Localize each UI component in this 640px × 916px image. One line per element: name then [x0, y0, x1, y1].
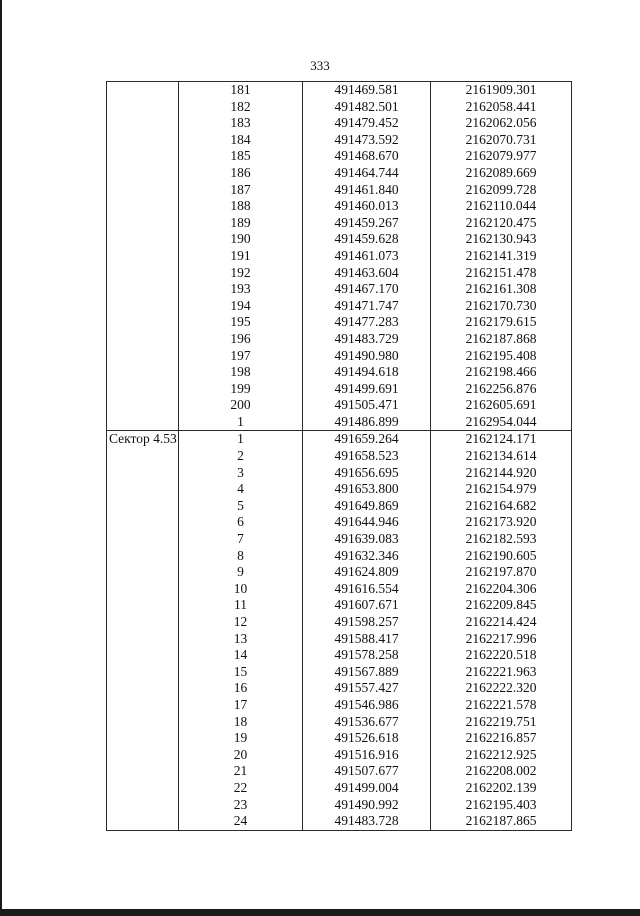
- point-number-cell: 195: [179, 314, 303, 331]
- x-coordinate-cell: 491653.800: [303, 481, 431, 498]
- x-coordinate-cell: 491499.691: [303, 381, 431, 398]
- x-coordinate-cell: 491588.417: [303, 631, 431, 648]
- y-coordinate-cell: 2162079.977: [431, 148, 572, 165]
- y-coordinate-cell: 2162187.868: [431, 331, 572, 348]
- y-coordinate-cell: 2162151.478: [431, 265, 572, 282]
- point-number-cell: 9: [179, 564, 303, 581]
- x-coordinate-cell: 491477.283: [303, 314, 431, 331]
- point-number-cell: 182: [179, 99, 303, 116]
- point-number-cell: 5: [179, 498, 303, 515]
- x-coordinate-cell: 491494.618: [303, 364, 431, 381]
- x-coordinate-cell: 491607.671: [303, 597, 431, 614]
- x-coordinate-cell: 491536.677: [303, 714, 431, 731]
- x-coordinate-cell: 491567.889: [303, 664, 431, 681]
- point-number-cell: 24: [179, 813, 303, 830]
- y-coordinate-cell: 2162217.996: [431, 631, 572, 648]
- point-number-cell: 13: [179, 631, 303, 648]
- y-coordinate-cell: 2162219.751: [431, 714, 572, 731]
- y-coordinate-cell: 2162182.593: [431, 531, 572, 548]
- y-coordinate-cell: 2162110.044: [431, 198, 572, 215]
- y-coordinate-cell: 2162202.139: [431, 780, 572, 797]
- point-number-cell: 184: [179, 132, 303, 149]
- x-coordinate-cell: 491461.840: [303, 182, 431, 199]
- point-number-cell: 193: [179, 281, 303, 298]
- x-coordinate-cell: 491469.581: [303, 82, 431, 99]
- x-coordinate-cell: 491467.170: [303, 281, 431, 298]
- coordinates-table-body: [107, 82, 572, 831]
- y-coordinate-cell: 2162198.466: [431, 364, 572, 381]
- point-number-cell: 187: [179, 182, 303, 199]
- point-number-cell: 199: [179, 381, 303, 398]
- point-number-cell: 188: [179, 198, 303, 215]
- scan-edge-left: [0, 0, 2, 916]
- point-number-cell: 194: [179, 298, 303, 315]
- point-number-cell: 181: [179, 82, 303, 99]
- y-coordinate-cell: 2162190.605: [431, 548, 572, 565]
- x-coordinate-cell: 491656.695: [303, 465, 431, 482]
- point-number-cell: 14: [179, 647, 303, 664]
- y-coordinate-cell: 2162154.979: [431, 481, 572, 498]
- point-number-cell: 190: [179, 231, 303, 248]
- point-number-cell: 189: [179, 215, 303, 232]
- x-coordinate-cell: 491578.258: [303, 647, 431, 664]
- point-number-cell: 1: [179, 414, 303, 431]
- x-coordinate-cell: 491483.729: [303, 331, 431, 348]
- x-coordinate-cell: 491598.257: [303, 614, 431, 631]
- point-number-cell: 17: [179, 697, 303, 714]
- point-number-cell: 196: [179, 331, 303, 348]
- x-coordinate-cell: 491468.670: [303, 148, 431, 165]
- page-number: 333: [310, 58, 330, 73]
- y-coordinate-cell: 2162120.475: [431, 215, 572, 232]
- y-coordinate-cell: 2162173.920: [431, 514, 572, 531]
- x-coordinate-cell: 491557.427: [303, 680, 431, 697]
- point-number-cell: 22: [179, 780, 303, 797]
- y-coordinate-cell: 2162195.403: [431, 797, 572, 814]
- point-number-cell: 12: [179, 614, 303, 631]
- x-coordinate-cell: 491649.869: [303, 498, 431, 515]
- x-coordinate-cell: 491471.747: [303, 298, 431, 315]
- point-number-cell: 7: [179, 531, 303, 548]
- sector-cell: Сектор 4.53: [107, 431, 179, 830]
- scan-edge-bottom: [0, 909, 640, 916]
- x-coordinate-cell: 491473.592: [303, 132, 431, 149]
- y-coordinate-cell: 2162164.682: [431, 498, 572, 515]
- point-number-cell: 6: [179, 514, 303, 531]
- y-coordinate-cell: 2161909.301: [431, 82, 572, 99]
- y-coordinate-cell: 2162204.306: [431, 581, 572, 598]
- y-coordinate-cell: 2162220.518: [431, 647, 572, 664]
- x-coordinate-cell: 491639.083: [303, 531, 431, 548]
- x-coordinate-cell: 491482.501: [303, 99, 431, 116]
- point-number-cell: 18: [179, 714, 303, 731]
- y-coordinate-cell: 2162214.424: [431, 614, 572, 631]
- x-coordinate-cell: 491460.013: [303, 198, 431, 215]
- point-number-cell: 192: [179, 265, 303, 282]
- y-coordinate-cell: 2162256.876: [431, 381, 572, 398]
- x-coordinate-cell: 491644.946: [303, 514, 431, 531]
- y-coordinate-cell: 2162212.925: [431, 747, 572, 764]
- x-coordinate-cell: 491463.604: [303, 265, 431, 282]
- point-number-cell: 15: [179, 664, 303, 681]
- x-coordinate-cell: 491624.809: [303, 564, 431, 581]
- x-coordinate-cell: 491505.471: [303, 397, 431, 414]
- x-coordinate-cell: 491459.267: [303, 215, 431, 232]
- coordinates-table: [106, 81, 572, 831]
- x-coordinate-cell: 491632.346: [303, 548, 431, 565]
- y-coordinate-cell: 2162062.056: [431, 115, 572, 132]
- x-coordinate-cell: 491507.677: [303, 763, 431, 780]
- x-coordinate-cell: 491658.523: [303, 448, 431, 465]
- y-coordinate-cell: 2162089.669: [431, 165, 572, 182]
- y-coordinate-cell: 2162141.319: [431, 248, 572, 265]
- y-coordinate-cell: 2162144.920: [431, 465, 572, 482]
- point-number-cell: 21: [179, 763, 303, 780]
- point-number-cell: 4: [179, 481, 303, 498]
- point-number-cell: 3: [179, 465, 303, 482]
- y-coordinate-cell: 2162222.320: [431, 680, 572, 697]
- point-number-cell: 8: [179, 548, 303, 565]
- x-coordinate-cell: 491483.728: [303, 813, 431, 830]
- y-coordinate-cell: 2162195.408: [431, 348, 572, 365]
- x-coordinate-cell: 491464.744: [303, 165, 431, 182]
- x-coordinate-cell: 491526.618: [303, 730, 431, 747]
- y-coordinate-cell: 2162170.730: [431, 298, 572, 315]
- y-coordinate-cell: 2162179.615: [431, 314, 572, 331]
- y-coordinate-cell: 2162209.845: [431, 597, 572, 614]
- point-number-cell: 16: [179, 680, 303, 697]
- y-coordinate-cell: 2162070.731: [431, 132, 572, 149]
- y-coordinate-cell: 2162099.728: [431, 182, 572, 199]
- y-coordinate-cell: 2162954.044: [431, 414, 572, 431]
- y-coordinate-cell: 2162197.870: [431, 564, 572, 581]
- point-number-cell: 20: [179, 747, 303, 764]
- point-number-cell: 186: [179, 165, 303, 182]
- point-number-cell: 197: [179, 348, 303, 365]
- point-number-cell: 183: [179, 115, 303, 132]
- x-coordinate-cell: 491546.986: [303, 697, 431, 714]
- point-number-cell: 191: [179, 248, 303, 265]
- table-row: [107, 431, 572, 448]
- x-coordinate-cell: 491616.554: [303, 581, 431, 598]
- x-coordinate-cell: 491516.916: [303, 747, 431, 764]
- x-coordinate-cell: 491479.452: [303, 115, 431, 132]
- y-coordinate-cell: 2162221.578: [431, 697, 572, 714]
- x-coordinate-cell: 491490.980: [303, 348, 431, 365]
- y-coordinate-cell: 2162187.865: [431, 813, 572, 830]
- point-number-cell: 198: [179, 364, 303, 381]
- x-coordinate-cell: 491486.899: [303, 414, 431, 431]
- x-coordinate-cell: 491461.073: [303, 248, 431, 265]
- y-coordinate-cell: 2162208.002: [431, 763, 572, 780]
- sector-cell: [107, 82, 179, 431]
- x-coordinate-cell: 491459.628: [303, 231, 431, 248]
- point-number-cell: 11: [179, 597, 303, 614]
- y-coordinate-cell: 2162058.441: [431, 99, 572, 116]
- y-coordinate-cell: 2162134.614: [431, 448, 572, 465]
- point-number-cell: 185: [179, 148, 303, 165]
- point-number-cell: 2: [179, 448, 303, 465]
- point-number-cell: 19: [179, 730, 303, 747]
- point-number-cell: 200: [179, 397, 303, 414]
- y-coordinate-cell: 2162161.308: [431, 281, 572, 298]
- x-coordinate-cell: 491490.992: [303, 797, 431, 814]
- y-coordinate-cell: 2162221.963: [431, 664, 572, 681]
- table-row: [107, 82, 572, 99]
- y-coordinate-cell: 2162124.171: [431, 431, 572, 448]
- point-number-cell: 23: [179, 797, 303, 814]
- x-coordinate-cell: 491659.264: [303, 431, 431, 448]
- x-coordinate-cell: 491499.004: [303, 780, 431, 797]
- y-coordinate-cell: 2162216.857: [431, 730, 572, 747]
- point-number-cell: 10: [179, 581, 303, 598]
- y-coordinate-cell: 2162605.691: [431, 397, 572, 414]
- point-number-cell: 1: [179, 431, 303, 448]
- y-coordinate-cell: 2162130.943: [431, 231, 572, 248]
